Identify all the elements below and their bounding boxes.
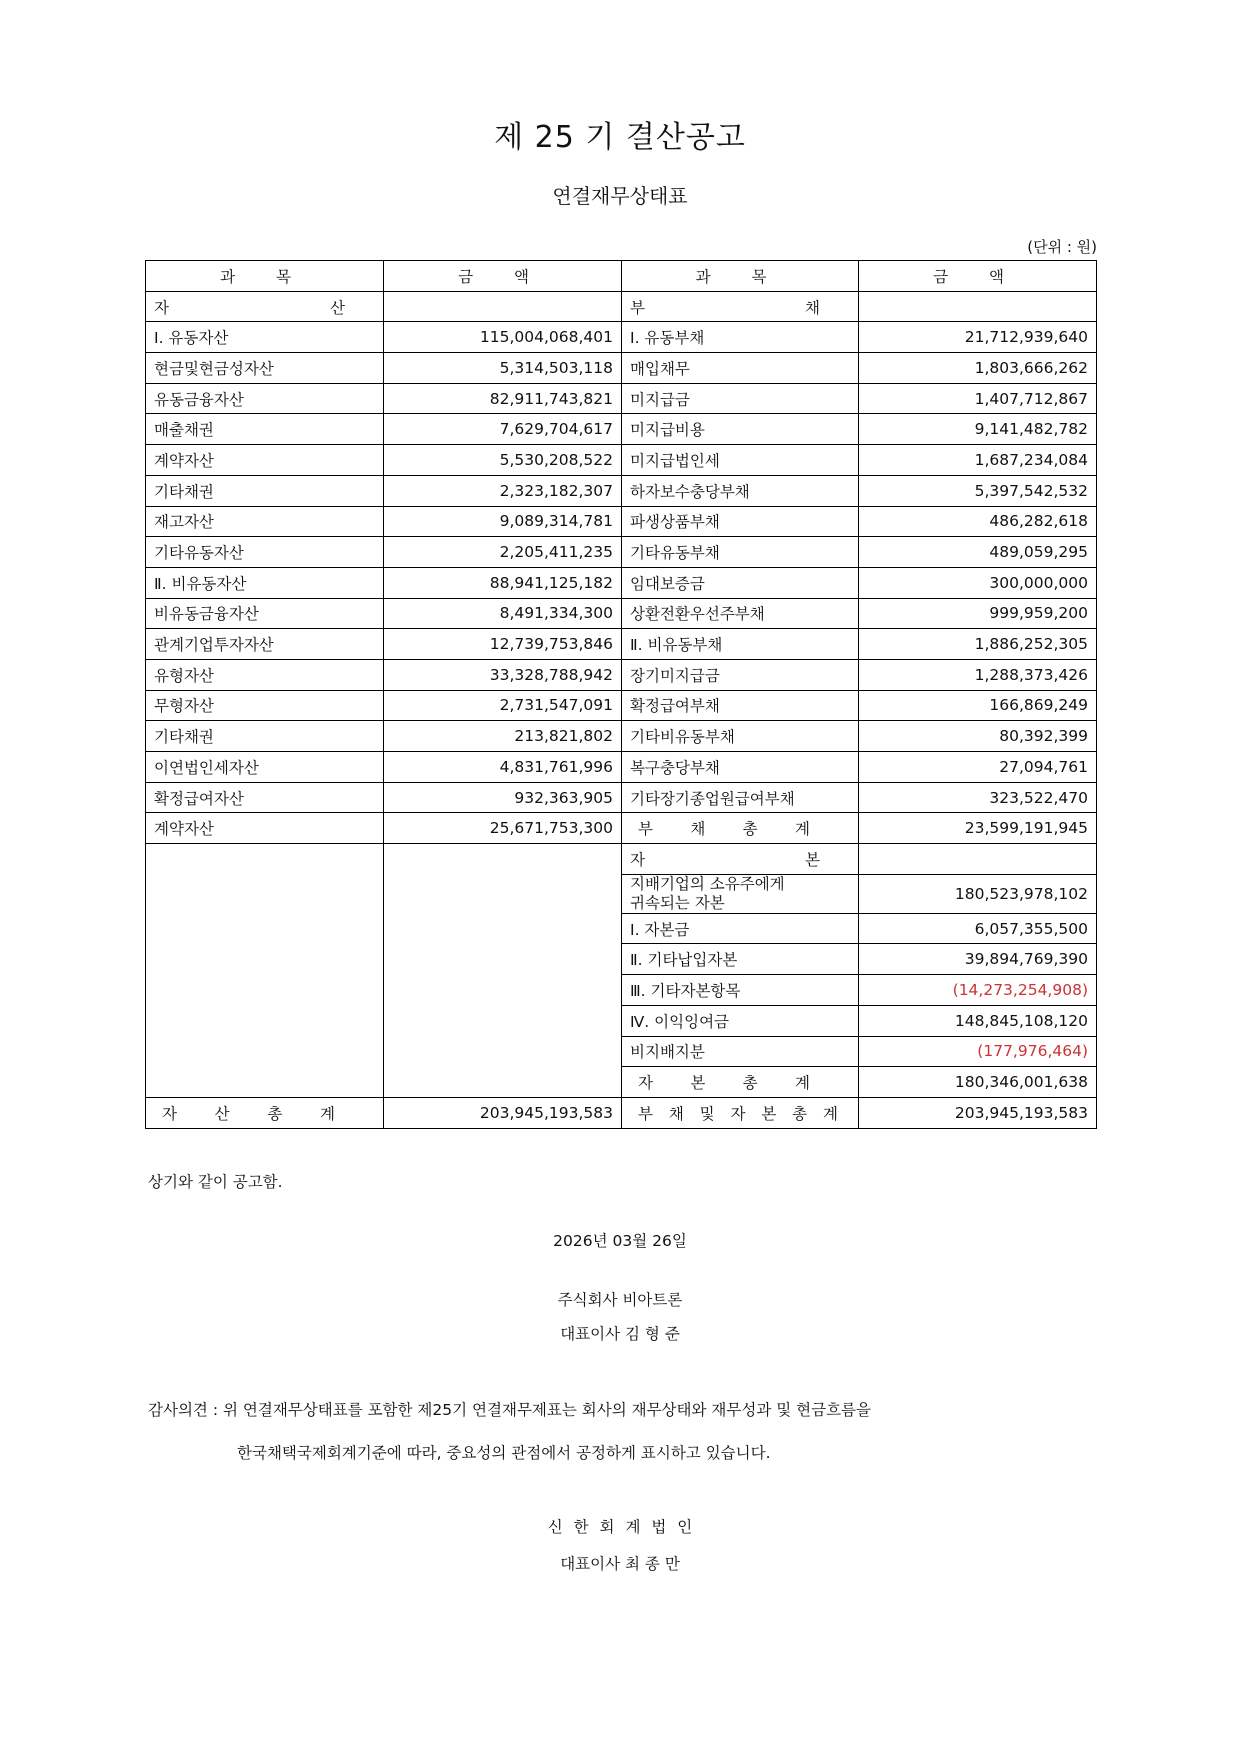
spread-char: 본 [805, 850, 820, 869]
spread-char: 자 [638, 1074, 653, 1093]
spread-char: 산 [214, 1104, 230, 1123]
liability-item-label: 장기미지급금 [622, 659, 859, 690]
blank-cell [384, 844, 622, 1098]
audit-opinion-line-2: 한국채택국제회계기준에 따라, 중요성의 관점에서 공정하게 표시하고 있습니다. [237, 1444, 771, 1462]
asset-item-amount: 82,911,743,821 [384, 383, 622, 414]
equity-section-row [146, 844, 1097, 875]
asset-item-amount: 8,491,334,300 [384, 598, 622, 629]
asset-item-label: 이연법인세자산 [146, 752, 384, 783]
spread-char: 자 [730, 1104, 746, 1123]
asset-item-amount: 932,363,905 [384, 782, 622, 813]
table-row [146, 782, 1097, 813]
table-row [146, 813, 1097, 844]
asset-item-amount: 2,205,411,235 [384, 537, 622, 568]
balance-sheet-table [145, 260, 1097, 1129]
spread-char: 계 [320, 1104, 335, 1123]
header-amount-left: 금 액 [384, 261, 622, 292]
liability-item-amount: 489,059,295 [859, 537, 1097, 568]
liability-item-label: 기타비유동부채 [622, 721, 859, 752]
table-row [146, 506, 1097, 537]
assets-total-amount: 203,945,193,583 [384, 1097, 622, 1128]
asset-item-label: 기타채권 [146, 721, 384, 752]
liability-item-label: Ⅱ. 비유동부채 [622, 629, 859, 660]
spread-char: 및 [699, 1104, 715, 1123]
header-item-right: 과 목 [622, 261, 859, 292]
asset-item-label: 비유동금융자산 [146, 598, 384, 629]
liability-item-amount: 21,712,939,640 [859, 322, 1097, 353]
asset-item-amount: 2,323,182,307 [384, 475, 622, 506]
spread-char: 자 [630, 850, 645, 869]
unit-label: (단위 : 원) [1027, 238, 1097, 256]
liability-item-label: 미지급금 [622, 383, 859, 414]
controlling-label-line: 지배기업의 소유주에게 [630, 874, 785, 893]
liability-item-label: 임대보증금 [622, 567, 859, 598]
spread-char: 계 [822, 1104, 838, 1123]
spread-char: 계 [794, 1074, 810, 1093]
liability-item-amount: 1,288,373,426 [859, 659, 1097, 690]
asset-item-amount: 2,731,547,091 [384, 690, 622, 721]
header-amount-right: 금 액 [859, 261, 1097, 292]
asset-item-amount: 7,629,704,617 [384, 414, 622, 445]
section-row [146, 291, 1097, 322]
page-title: 제 25 기 결산공고 [494, 120, 746, 155]
liability-item-amount: 9,141,482,782 [859, 414, 1097, 445]
asset-item-label: 무형자산 [146, 690, 384, 721]
liability-item-label: 미지급비용 [622, 414, 859, 445]
liability-item-amount: 27,094,761 [859, 752, 1097, 783]
table-row [146, 537, 1097, 568]
statement-title: 연결재무상태표 [552, 184, 688, 208]
asset-item-label: 계약자산 [146, 445, 384, 476]
asset-item-label: 재고자산 [146, 506, 384, 537]
table-row [146, 659, 1097, 690]
liability-item-label: Ⅰ. 유동부채 [622, 322, 859, 353]
equity-item-amount: 39,894,769,390 [859, 944, 1097, 975]
equity-section-label [622, 844, 859, 875]
equity-total-amount: 180,346,001,638 [859, 1067, 1097, 1098]
liability-item-label: 기타유동부채 [622, 537, 859, 568]
liability-item-amount: 486,282,618 [859, 506, 1097, 537]
asset-item-label: 현금및현금성자산 [146, 353, 384, 384]
table-row [146, 353, 1097, 384]
grand-total-row [146, 1097, 1097, 1128]
equity-item-label: 비지배지분 [622, 1036, 859, 1067]
table-row [146, 383, 1097, 414]
liability-item-label: 파생상품부채 [622, 506, 859, 537]
equity-item-label: Ⅰ. 자본금 [622, 913, 859, 944]
asset-item-amount: 115,004,068,401 [384, 322, 622, 353]
liability-item-label: 미지급법인세 [622, 445, 859, 476]
asset-item-amount: 33,328,788,942 [384, 659, 622, 690]
liability-item-amount: 999,959,200 [859, 598, 1097, 629]
auditor-name: 신 한 회 계 법 인 [547, 1518, 693, 1536]
liability-item-amount: 323,522,470 [859, 782, 1097, 813]
liability-item-amount: 1,886,252,305 [859, 629, 1097, 660]
asset-item-label: 매출채권 [146, 414, 384, 445]
table-row [146, 721, 1097, 752]
asset-item-amount: 213,821,802 [384, 721, 622, 752]
spread-char: 계 [794, 820, 810, 839]
notice-text: 상기와 같이 공고함. [148, 1173, 283, 1191]
asset-item-amount: 4,831,761,996 [384, 752, 622, 783]
spread-char: 부 [638, 1104, 653, 1123]
liability-item-label: 확정급여부채 [622, 690, 859, 721]
header-item-left: 과 목 [146, 261, 384, 292]
table-row [146, 475, 1097, 506]
equity-item-label: Ⅳ. 이익잉여금 [622, 1005, 859, 1036]
liability-item-amount: 300,000,000 [859, 567, 1097, 598]
liabilities-section-label [622, 291, 859, 322]
table-row [146, 629, 1097, 660]
liability-item-label: 복구충당부채 [622, 752, 859, 783]
spread-char: 자 [162, 1104, 177, 1123]
empty-cell [384, 291, 622, 322]
asset-item-amount: 88,941,125,182 [384, 567, 622, 598]
asset-item-label: Ⅱ. 비유동자산 [146, 567, 384, 598]
asset-item-label: 유동금융자산 [146, 383, 384, 414]
controlling-equity-amount: 180,523,978,102 [859, 874, 1097, 913]
controlling-label-line: 귀속되는 자본 [630, 893, 725, 912]
spread-char: 부 [630, 298, 645, 317]
spread-char: 총 [742, 820, 758, 839]
asset-item-amount: 9,089,314,781 [384, 506, 622, 537]
spread-char: 본 [690, 1074, 706, 1093]
blank-cell [146, 844, 384, 1098]
spread-char: 총 [742, 1074, 758, 1093]
spread-char: 채 [690, 820, 706, 839]
spread-char: 부 [638, 820, 653, 839]
asset-item-label: 계약자산 [146, 813, 384, 844]
equity-item-amount: 6,057,355,500 [859, 913, 1097, 944]
auditor-ceo: 대표이사 최 종 만 [560, 1555, 680, 1573]
table-row [146, 445, 1097, 476]
empty-cell [859, 291, 1097, 322]
controlling-equity-label [622, 874, 859, 913]
liabilities-equity-total-label [622, 1097, 859, 1128]
equity-total-label [622, 1067, 859, 1098]
empty-cell [859, 844, 1097, 875]
liability-item-label: 매입채무 [622, 353, 859, 384]
liability-item-amount: 80,392,399 [859, 721, 1097, 752]
table-row [146, 598, 1097, 629]
liability-item-label: 상환전환우선주부채 [622, 598, 859, 629]
equity-item-label: Ⅱ. 기타납입자본 [622, 944, 859, 975]
liability-item-label: 하자보수충당부채 [622, 475, 859, 506]
announcement-date: 2026년 03월 26일 [553, 1232, 687, 1250]
asset-item-label: 확정급여자산 [146, 782, 384, 813]
liability-item-label: 기타장기종업원급여부채 [622, 782, 859, 813]
table-row [146, 414, 1097, 445]
liability-item-amount: 5,397,542,532 [859, 475, 1097, 506]
audit-opinion-line-1: 감사의견 : 위 연결재무상태표를 포함한 제25기 연결재무제표는 회사의 재무상태와 재무성과 및 현금흐름을 [148, 1401, 871, 1419]
asset-item-label: 기타유동자산 [146, 537, 384, 568]
equity-item-amount: (14,273,254,908) [859, 975, 1097, 1006]
liability-item-amount: 1,687,234,084 [859, 445, 1097, 476]
equity-item-label: Ⅲ. 기타자본항목 [622, 975, 859, 1006]
table-row [146, 322, 1097, 353]
asset-item-amount: 25,671,753,300 [384, 813, 622, 844]
spread-char: 총 [267, 1104, 283, 1123]
asset-item-label: 기타채권 [146, 475, 384, 506]
asset-item-label: Ⅰ. 유동자산 [146, 322, 384, 353]
table-row [146, 567, 1097, 598]
liability-item-amount: 1,407,712,867 [859, 383, 1097, 414]
assets-total-label [146, 1097, 384, 1128]
liabilities-total-label [622, 813, 859, 844]
company-ceo: 대표이사 김 형 준 [560, 1325, 680, 1343]
asset-item-label: 유형자산 [146, 659, 384, 690]
spread-char: 채 [805, 298, 820, 317]
spread-char: 산 [330, 298, 345, 317]
spread-char: 본 [761, 1104, 777, 1123]
liabilities-equity-total-amount: 203,945,193,583 [859, 1097, 1097, 1128]
asset-item-amount: 12,739,753,846 [384, 629, 622, 660]
equity-item-amount: (177,976,464) [859, 1036, 1097, 1067]
company-name: 주식회사 비아트론 [557, 1291, 683, 1309]
table-row [146, 690, 1097, 721]
table-row [146, 752, 1097, 783]
spread-char: 총 [792, 1104, 808, 1123]
asset-item-label: 관계기업투자자산 [146, 629, 384, 660]
spread-char: 자 [154, 298, 169, 317]
liability-item-amount: 1,803,666,262 [859, 353, 1097, 384]
assets-section-label [146, 291, 384, 322]
asset-item-amount: 5,530,208,522 [384, 445, 622, 476]
spread-char: 채 [668, 1104, 684, 1123]
asset-item-amount: 5,314,503,118 [384, 353, 622, 384]
header-row [146, 261, 1097, 292]
equity-item-amount: 148,845,108,120 [859, 1005, 1097, 1036]
liability-item-amount: 166,869,249 [859, 690, 1097, 721]
liabilities-total-amount: 23,599,191,945 [859, 813, 1097, 844]
